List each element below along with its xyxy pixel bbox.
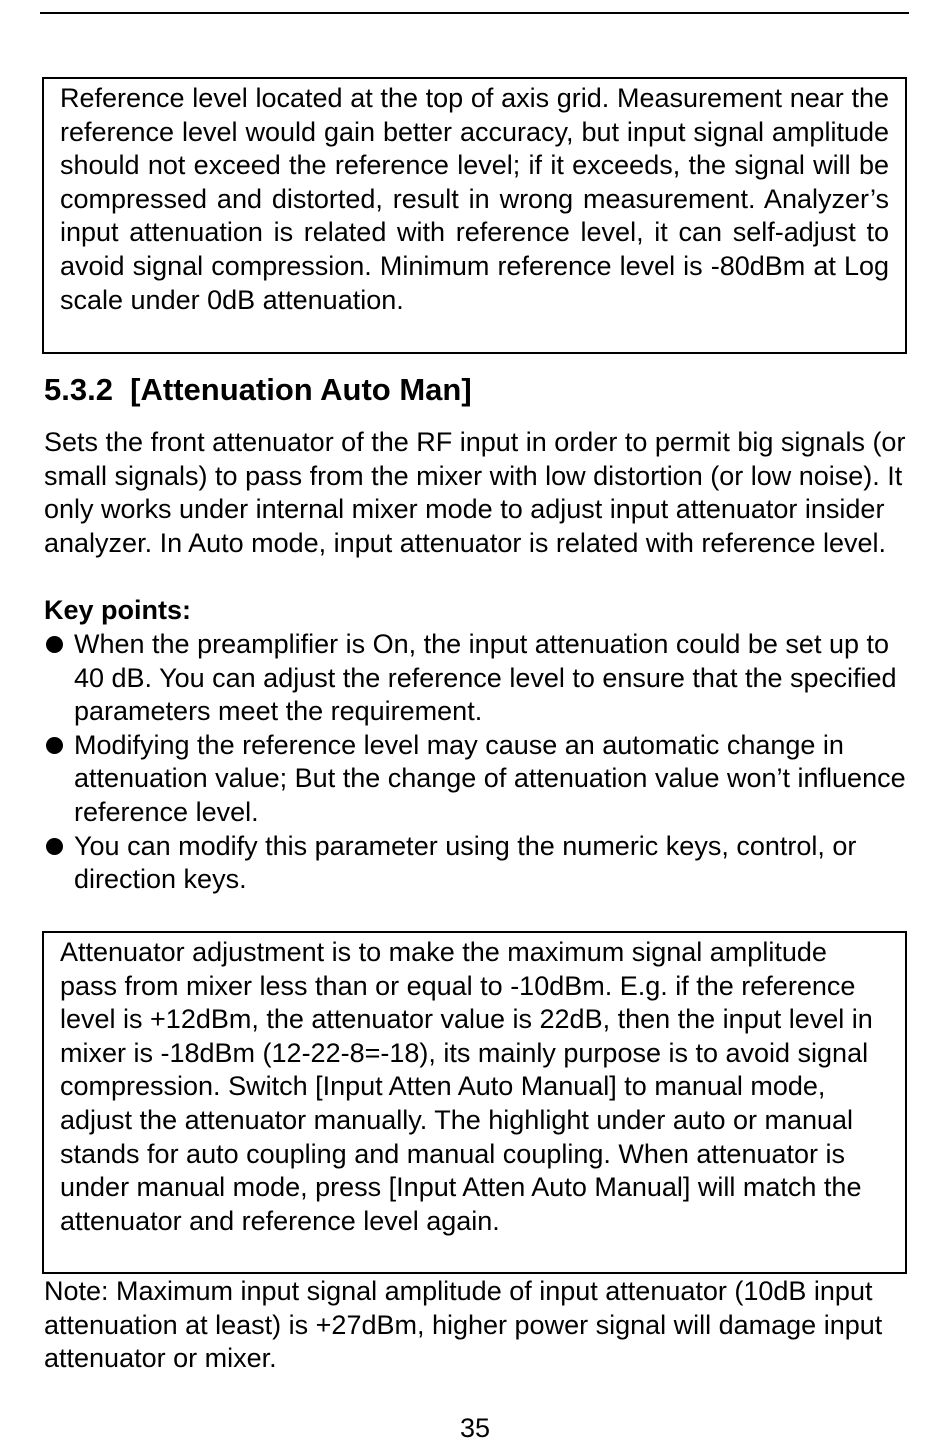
list-item [44, 628, 910, 729]
key-points-label: Key points: [44, 595, 192, 625]
attenuator-note-box [42, 931, 907, 1274]
header-rule [40, 12, 909, 14]
key-point-text: When the preamplifier is On, the input attenuation could be set up to 40 dB. You can adjust the reference level to ensure that the specified parameters meet the requirement. [74, 629, 897, 727]
reference-level-note-box [42, 77, 907, 354]
bullet-icon [46, 636, 63, 653]
attenuator-note-text: Attenuator adjustment is to make the maximum signal amplitude pass from mixer less than or equal to -10dBm. E.g. if the reference level is +12dBm, the attenuator value is 22dB, then the input level in mixer is -18dBm (12-22-8=-18), its mainly purpose is to avoid signal compression. Switch [Input Atten Auto Manual] to manual mode, adjust the attenuator manually. The highlight under auto or manual stands for auto coupling and manual coupling. When attenuator is under manual mode, press [Input Atten Auto Manual] will match the attenuator and reference level again. [60, 937, 873, 1236]
maximum-input-note: Note: Maximum input signal amplitude of input attenuator (10dB input attenuation at least) is +27dBm, higher power signal will damage input attenuator or mixer. [44, 1276, 883, 1374]
list-item [44, 729, 910, 830]
bullet-icon [46, 838, 63, 855]
key-point-text: Modifying the reference level may cause an automatic change in attenuation value; But the change of attenuation value won’t influence reference level. [74, 729, 906, 827]
section-description: Sets the front attenuator of the RF input in order to permit big signals (or small signals) to pass from the mixer with low distortion (or low noise). It only works under internal mixer mode to adjust input attenuator insider analyzer. In Auto mode, input attenuator is related with reference level. [44, 427, 906, 558]
key-point-text: You can modify this parameter using the numeric keys, control, or direction keys. [74, 830, 857, 895]
reference-level-note-text: Reference level located at the top of axis grid. Measurement near the reference level would gain better accuracy, but input signal amplitude should not exceed the reference level; if it exceeds, the signal will be compressed and distorted, result in wrong measurement. Analyzer’s input attenuation is related with reference level, it can self-adjust to avoid signal compression. Minimum reference level is -80dBm at Log scale under 0dB attenuation. [60, 83, 889, 315]
bullet-icon [46, 737, 63, 754]
section-heading: 5.3.2 [Attenuation Auto Man] [44, 372, 472, 407]
page-number: 35 [459, 1413, 491, 1443]
key-points-list [44, 628, 910, 897]
list-item [44, 830, 910, 897]
